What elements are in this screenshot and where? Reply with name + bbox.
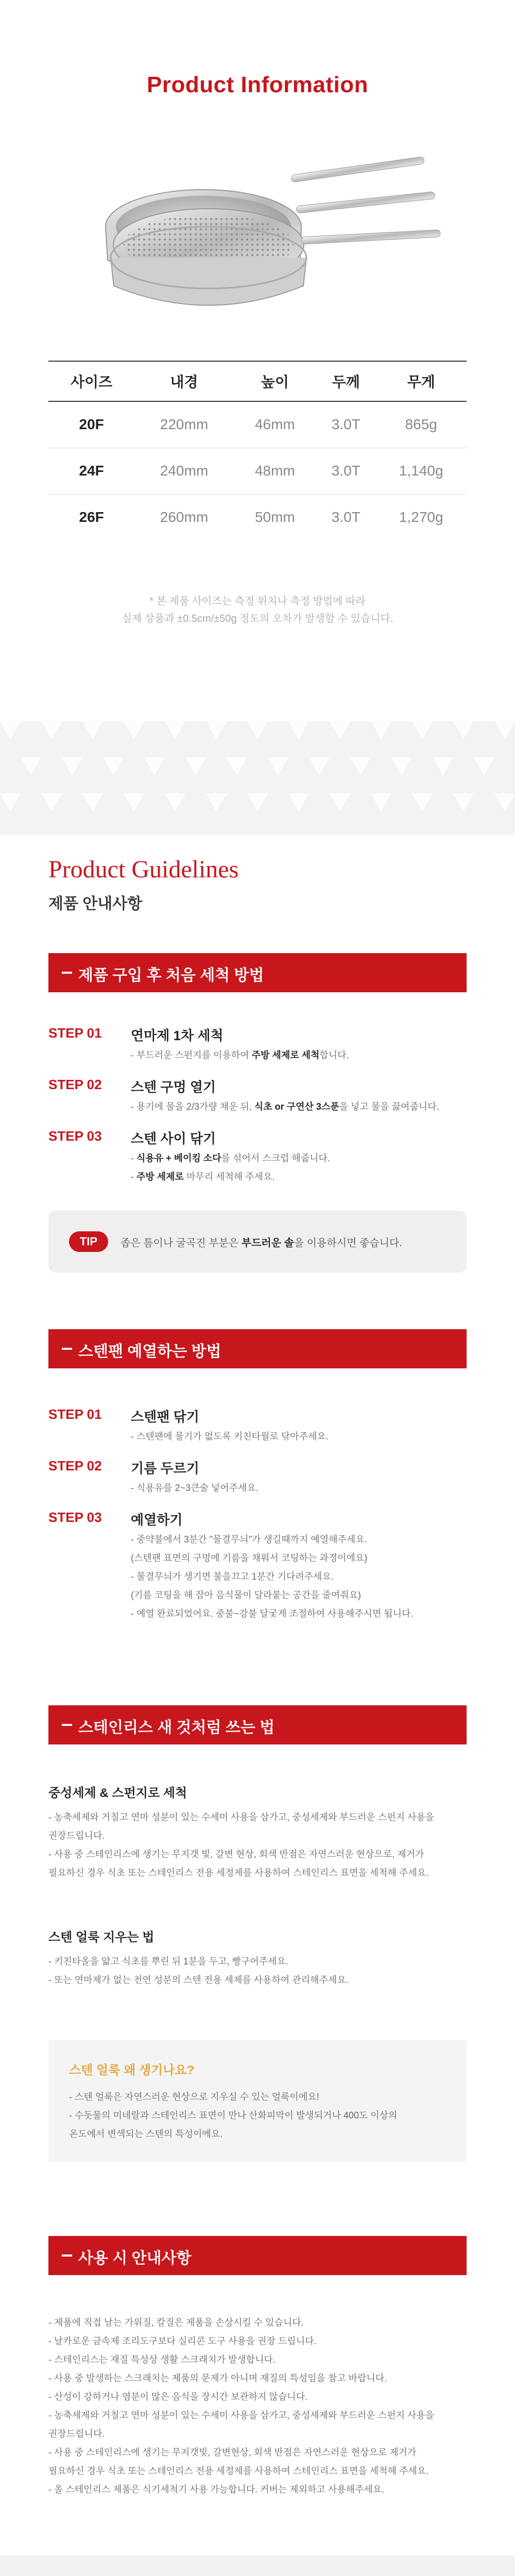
notice-line: - 올 스테인리스 제품은 식기세척기 사용 가능합니다. 커버는 제외하고 사용해주세요. — [48, 2484, 385, 2495]
wash-step-3 — [48, 1128, 467, 1180]
stain-warning-box — [48, 2040, 467, 2162]
step-heading: 스텐 구멍 열기 — [131, 1079, 216, 1095]
step-heading: 연마제 1차 세척 — [131, 1028, 224, 1043]
tip-text: 좁은 틈이나 굴곡진 부분은 부드러운 솔을 이용하시면 좋습니다. — [121, 1238, 402, 1249]
preheat-step-2 — [48, 1458, 467, 1494]
table-cell: 3.0T — [316, 401, 375, 448]
step-label: STEP 03 — [48, 1510, 102, 1525]
table-cell: 46mm — [234, 401, 316, 448]
paragraph-line: - 키친타올을 얇고 식초를 뿌린 뒤 1분을 두고, 빵구어주세요. — [48, 1956, 288, 1967]
paragraph-line: - 또는 연마제가 없는 천연 성분의 스텐 전용 세제를 사용하여 관리해주세요. — [48, 1975, 349, 1985]
wash-section-header — [48, 953, 467, 992]
step-line: - 부드러운 스펀지를 이용하여 주방 세제로 세척합니다. — [131, 1050, 349, 1060]
step-line: - 주방 세제로 마무리 세척해 주세요. — [131, 1172, 275, 1182]
spec-header-row — [48, 361, 467, 401]
table-row — [48, 448, 467, 494]
wash-step-1 — [48, 1025, 467, 1061]
table-cell: 26F — [79, 509, 104, 526]
step-heading: 스텐팬 닦기 — [131, 1409, 199, 1425]
preheat-section-header — [48, 1329, 467, 1368]
table-cell: 50mm — [254, 509, 295, 526]
spec-header-diameter: 내경 — [134, 361, 233, 401]
step-line: - 식용유를 2~3큰술 넣어주세요. — [131, 1483, 259, 1493]
table-cell: 3.0T — [331, 509, 360, 526]
step-label: STEP 02 — [48, 1077, 102, 1092]
step-line: - 물결무늬가 생기면 불을끄고 1분간 기다려주세요. — [131, 1571, 334, 1582]
table-cell: 220mm — [134, 401, 233, 448]
guidelines-title: Product Guidelines — [48, 856, 239, 883]
paragraph-line: 필요하신 경우 식초 또는 스테인리스 전용 세정제를 사용하여 스테인리스 표면을 세척해 주세요. — [48, 1868, 429, 1878]
warning-line: - 수돗물의 미네랄과 스테인리스 표면이 만나 산화피막이 발생되거나 400도 이상의 — [69, 2110, 398, 2121]
paragraph-heading: 중성세제 & 스펀지로 세척 — [48, 1786, 187, 1800]
table-row — [48, 401, 467, 448]
step-label: STEP 01 — [48, 1025, 102, 1041]
step-heading: 스텐 사이 닦기 — [131, 1131, 216, 1146]
notice-line: - 사용 중 스테인리스에 생기는 무지갯빛, 갈변현상, 회색 반점은 자연스러운 현상으로 제거가 — [48, 2447, 417, 2458]
footer — [0, 2555, 515, 2576]
table-cell: 20F — [48, 401, 134, 448]
notice-section-header — [48, 2236, 467, 2275]
clean-section-header — [48, 1705, 467, 1744]
preheat-step-1 — [48, 1406, 467, 1443]
step-line: (스텐팬 표면의 구멍에 기름을 채워서 코팅하는 과정이에요) — [131, 1553, 368, 1563]
step-line: - 식용유 + 베이킹 소다를 섞어서 스크럽 해줍니다. — [131, 1153, 330, 1163]
size-note-line: * 본 제품 사이즈는 측정 위치나 측정 방법에 따라 — [149, 596, 366, 607]
step-heading: 예열하기 — [131, 1512, 183, 1528]
table-row — [48, 494, 467, 540]
notice-line: 필요하신 경우 식초 또는 스테인리스 전용 세정제를 사용하여 스테인리스 표면을 세척해 주세요. — [48, 2466, 429, 2476]
table-cell: 1,140g — [375, 448, 467, 494]
product-info-title: Product Information — [147, 72, 368, 97]
notice-line: 권장드립니다. — [48, 2429, 105, 2439]
notice-line: - 스테인리스는 재질 특성상 생활 스크래치가 발생합니다. — [48, 2354, 276, 2365]
step-line: - 중약불에서 3분간 "물결무늬"가 생길때까지 예열해주세요. — [131, 1534, 367, 1545]
preheat-step-3 — [48, 1510, 467, 1628]
paragraph-line: 권장드립니다. — [48, 1831, 105, 1841]
step-heading: 기름 두르기 — [131, 1461, 199, 1476]
wash-section-title: 제품 구입 후 처음 세척 방법 — [78, 967, 264, 984]
step-label: STEP 03 — [48, 1128, 102, 1144]
guidelines-header — [48, 855, 238, 913]
paragraph-line: - 농축세제와 거칠고 연마 성분이 있는 수세미 사용을 삼가고, 중성세제와 부드러운 스펀지 사용을 — [48, 1812, 435, 1822]
header-dash — [62, 1724, 72, 1726]
header-dash — [62, 972, 72, 974]
preheat-section-title: 스텐팬 예열하는 방법 — [78, 1343, 221, 1360]
step-label: STEP 02 — [48, 1458, 102, 1473]
paragraph-line: - 사용 중 스테인리스에 생기는 무지갯 빛, 갈변 현상, 회색 반점은 자연스러운 현상으로, 제거가 — [48, 1849, 424, 1859]
warning-heading: 스텐 얼룩 왜 생기나요? — [69, 2063, 195, 2077]
spec-header-weight: 무게 — [375, 361, 467, 401]
spec-header-height: 높이 — [234, 361, 316, 401]
notice-line: - 날카로운 금속제 조리도구보다 실리콘 도구 사용을 권장 드립니다. — [48, 2336, 317, 2346]
header-dash — [62, 1348, 72, 1350]
step-line: - 예열 완료되었어요. 중불~강불 달궃게 조절하여 사용해주시면 됩니다. — [131, 1608, 414, 1619]
size-note-line: 실제 상품과 ±0.5cm/±50g 정도의 오차가 발생할 수 있습니다. — [122, 613, 393, 624]
guidelines-subtitle: 제품 안내사항 — [48, 895, 143, 912]
table-cell: 48mm — [234, 448, 316, 494]
table-cell: 865g — [375, 401, 467, 448]
wash-step-2 — [48, 1077, 467, 1113]
spec-header-size: 사이즈 — [48, 361, 134, 401]
size-note — [0, 592, 515, 628]
table-cell: 24F — [48, 448, 134, 494]
spec-header-thickness: 두께 — [316, 361, 375, 401]
clean-section-title: 스테인리스 새 것처럼 쓰는 법 — [78, 1719, 275, 1736]
clean-paragraph-1 — [48, 1783, 467, 1882]
notice-line: - 농축세제와 거칠고 연마 성분이 있는 수세미 사용을 삼가고, 중성세제와 부드러운 스펀지 사용을 — [48, 2410, 435, 2420]
tip-box — [48, 1211, 467, 1273]
step-line: - 용기에 물을 2/3가량 채운 뒤, 식초 or 구연산 3스푼을 넣고 물을 끓여줍니다. — [131, 1101, 439, 1112]
tip-badge: TIP — [69, 1231, 108, 1252]
notice-line: - 사용 중 발생하는 스크래치는 제품의 문제가 아니며 재질의 특성임을 참고 바랍니다. — [48, 2373, 387, 2383]
clean-paragraph-2 — [48, 1927, 467, 1989]
warning-line: - 스텐 얼룩은 자연스러운 현상으로 지우실 수 있는 얼룩이에요! — [69, 2092, 319, 2102]
notice-line: - 산성이 강하거나 염분이 많은 음식을 장시간 보관하지 않습니다. — [48, 2392, 308, 2402]
table-cell: 260mm — [160, 509, 209, 526]
table-cell: 1,270g — [399, 509, 443, 526]
paragraph-heading: 스텐 얼룩 지우는 법 — [48, 1930, 154, 1944]
notice-section-title: 사용 시 안내사항 — [78, 2250, 192, 2267]
warning-line: 온도에서 변색되는 스텐의 특성이에요. — [69, 2129, 223, 2139]
step-label: STEP 01 — [48, 1406, 102, 1422]
product-pan-image — [95, 155, 445, 314]
product-info-section — [0, 0, 515, 675]
header-dash — [62, 2255, 72, 2257]
step-line: (기름 코팅을 해 잡아 음식물이 달라붙는 공간을 줄여줘요) — [131, 1590, 361, 1600]
notice-line: - 제품에 직접 날는 가위질, 칼질은 제품을 손상시킬 수 있습니다. — [48, 2317, 304, 2328]
step-line: - 스텐팬에 물기가 없도록 키친타월로 닦아주세요. — [131, 1431, 329, 1442]
table-cell: 240mm — [134, 448, 233, 494]
notice-list — [48, 2313, 467, 2499]
table-cell: 3.0T — [316, 448, 375, 494]
decorative-pattern-band — [0, 721, 515, 835]
spec-table — [48, 361, 467, 540]
